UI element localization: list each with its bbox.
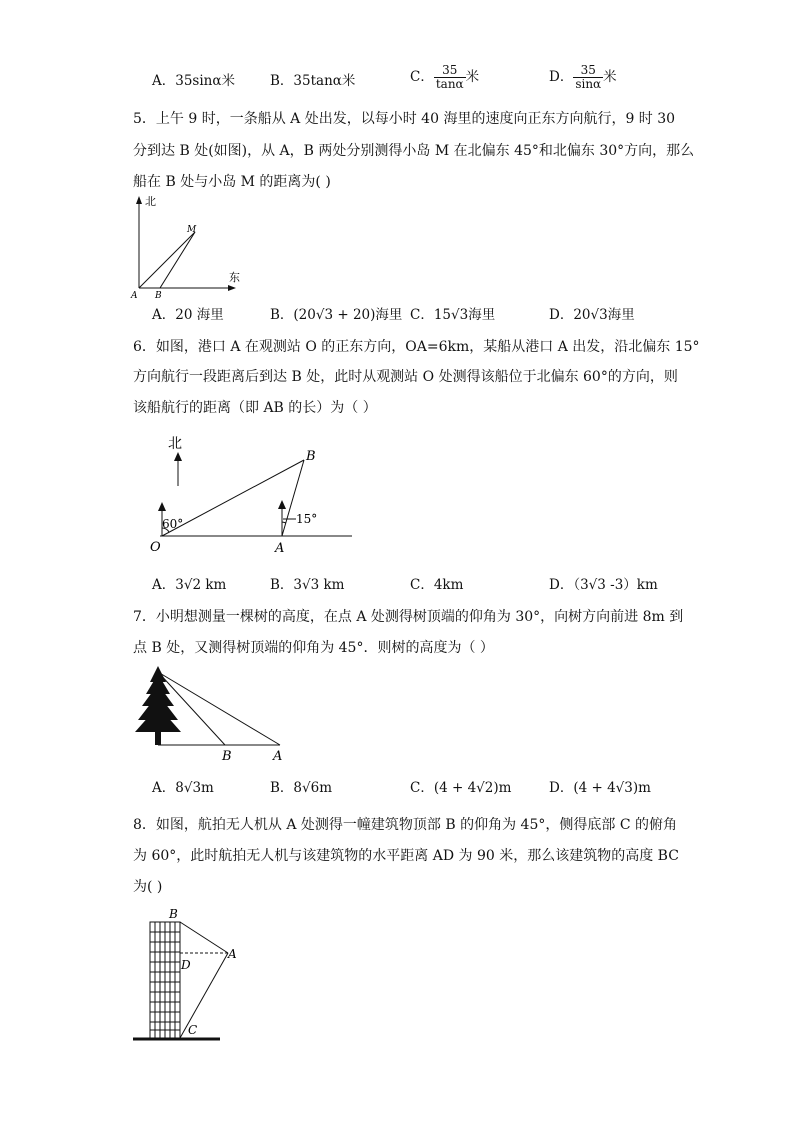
q5-option-c: C．15√3海里 — [410, 307, 496, 323]
q8-text-line-2: 为 60°，此时航拍无人机与该建筑物的水平距离 AD 为 90 米，那么该建筑物的高度 BC — [133, 848, 679, 864]
q6-option-a: A．3√2 km — [152, 577, 227, 593]
q6-label-o: O — [150, 540, 161, 555]
q6-text-line-2: 方向航行一段距离后到达 B 处，此时从观测站 O 处测得该船位于北偏东 60°的方向，则 — [133, 369, 678, 385]
q4-d-numerator: 35 — [573, 64, 603, 78]
q7-figure — [132, 664, 292, 764]
q5-option-b: B．(20√3 + 20)海里 — [270, 307, 403, 323]
q4-option-a: A．35sinα米 — [152, 73, 235, 89]
q4-option-b: B．35tanα米 — [270, 73, 356, 89]
q5-figure-svg — [126, 192, 256, 304]
q6-option-b: B．3√3 km — [270, 577, 345, 593]
q6-north-at-o-arrowhead — [158, 502, 166, 511]
q4-option-d — [549, 64, 617, 91]
q7-option-a: A．8√3m — [152, 780, 214, 796]
q6-text-line-1: 6．如图，港口 A 在观测站 O 的正东方向，OA=6km，某船从港口 A 出发，沿北偏东 15° — [133, 339, 700, 355]
q5-north-label: 北 — [145, 195, 156, 208]
q8-label-b: B — [169, 907, 178, 921]
q5-text-line-3: 船在 B 处与小岛 M 的距离为( ) — [133, 174, 331, 190]
q8-text-line-3: 为( ) — [133, 879, 163, 895]
q4-option-c — [410, 64, 479, 91]
q4-option-c-fraction — [434, 64, 466, 91]
q8-label-d: D — [181, 958, 191, 972]
q7-text-line-1: 7．小明想测量一棵树的高度，在点 A 处测得树顶端的仰角为 30°，向树方向前进 8m 到 — [133, 609, 684, 625]
q6-label-a: A — [275, 541, 285, 556]
q7-figure-svg — [132, 664, 292, 764]
q5-east-arrowhead — [228, 285, 236, 291]
q5-label-b: B — [155, 291, 162, 301]
q6-north-label: 北 — [168, 436, 182, 452]
q8-figure — [130, 902, 250, 1046]
q6-line-ob — [162, 460, 304, 536]
q6-text-line-3: 该船航行的距离（即 AB 的长）为（ ） — [133, 400, 377, 416]
tree-icon — [135, 666, 181, 745]
q8-figure-svg — [130, 902, 250, 1046]
q6-north-arrowhead — [174, 452, 182, 461]
q6-north-at-a-arrowhead — [278, 500, 286, 509]
q4-option-d-fraction — [573, 64, 603, 91]
q6-label-b: B — [306, 449, 316, 464]
q5-text-line-2: 分到达 B 处(如图)，从 A，B 两处分别测得小岛 M 在北偏东 45°和北偏东 30°方向，那么 — [133, 143, 695, 159]
q7-text-line-2: 点 B 处，又测得树顶端的仰角为 45°．则树的高度为（ ） — [133, 640, 494, 656]
q5-figure — [126, 192, 256, 304]
q4-d-denominator: sinα — [575, 77, 602, 91]
q6-figure-svg — [146, 428, 356, 558]
q7-label-a: A — [273, 749, 283, 764]
q5-label-a: A — [131, 291, 138, 301]
q5-line-bm — [160, 232, 195, 288]
q7-option-c: C．(4 + 4√2)m — [410, 780, 512, 796]
q4-option-c-unit: 米 — [465, 69, 480, 85]
q5-text-line-1: 5．上午 9 时，一条船从 A 处出发，以每小时 40 海里的速度向正东方向航行，9 时 30 — [133, 111, 676, 127]
q6-angle-15: 15° — [296, 512, 318, 526]
q4-option-c-prefix: C． — [410, 69, 434, 85]
q5-east-label: 东 — [229, 271, 240, 284]
q4-option-d-unit: 米 — [603, 69, 617, 85]
q8-building — [150, 922, 180, 1038]
q4-option-d-prefix: D． — [549, 69, 574, 85]
q7-option-d: D．(4 + 4√3)m — [549, 780, 651, 796]
q5-label-m: M — [187, 225, 197, 235]
q8-label-c: C — [188, 1023, 198, 1037]
q6-angle-arc-a — [282, 522, 286, 523]
q6-angle-60: 60° — [162, 517, 184, 531]
q8-label-a: A — [228, 947, 237, 961]
q8-text-line-1: 8．如图，航拍无人机从 A 处测得一幢建筑物顶部 B 的仰角为 45°，侧得底部 C 的俯角 — [133, 817, 677, 833]
q6-option-d: D．（3√3 -3）km — [549, 577, 658, 593]
q5-option-a: A．20 海里 — [152, 307, 224, 323]
q6-figure — [146, 428, 356, 558]
q6-option-c: C．4km — [410, 577, 464, 593]
q5-line-am — [139, 232, 195, 288]
q7-option-b: B．8√6m — [270, 780, 333, 796]
q7-line-ta — [158, 672, 280, 745]
q4-c-numerator: 35 — [434, 64, 466, 78]
q5-north-arrowhead — [136, 196, 142, 204]
q7-label-b: B — [222, 749, 232, 764]
q5-option-d: D．20√3海里 — [549, 307, 635, 323]
q4-c-denominator: tanα — [435, 77, 464, 91]
q8-line-ab — [180, 922, 228, 953]
